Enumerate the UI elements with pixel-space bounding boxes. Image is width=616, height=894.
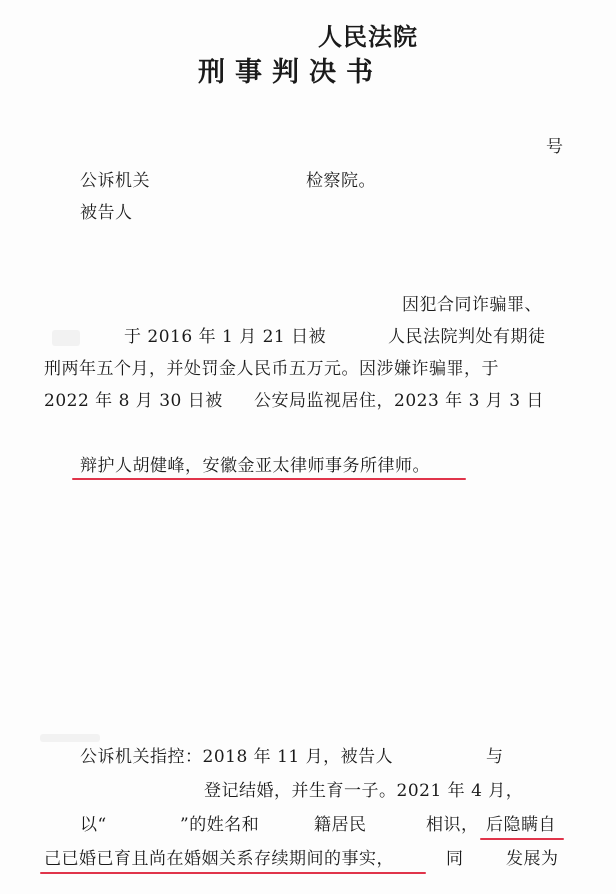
charges-line-4b: 同: [446, 849, 464, 869]
background-line-2a: 于 2016 年 1 月 21 日被: [124, 327, 327, 347]
charges-line-3e: 后隐瞒自: [486, 815, 556, 835]
document-title: 刑事判决书: [198, 57, 383, 88]
defendant-label: 被告人: [80, 203, 133, 223]
charges-line-4c: 发展为: [506, 849, 559, 869]
prosecution-label: 公诉机关: [80, 171, 150, 191]
charges-line-4a: 己已婚已育且尚在婚姻关系存续期间的事实，: [44, 849, 394, 869]
defense-underline: [72, 478, 466, 480]
defense-counsel: 辩护人胡健峰，安徽金亚太律师事务所律师。: [80, 456, 430, 476]
background-line-2b: 人民法院判处有期徒: [388, 327, 546, 347]
background-line-3: 刑两年五个月，并处罚金人民币五万元。因涉嫌诈骗罪，于: [44, 359, 499, 379]
redaction-mark: [52, 330, 80, 346]
charges-line-2: 登记结婚，并生育一子。2021 年 4 月，: [204, 781, 524, 801]
charges-line-1a: 公诉机关指控：2018 年 11 月，被告人: [80, 747, 394, 767]
charges-underline-1: [480, 838, 564, 840]
background-line-1: 因犯合同诈骗罪、: [402, 295, 542, 315]
background-line-4b: 公安局监视居住，2023 年 3 月 3 日: [254, 391, 544, 411]
background-line-4a: 2022 年 8 月 30 日被: [44, 391, 223, 411]
prosecution-value: 检察院。: [306, 171, 376, 191]
charges-line-3c: 籍居民: [314, 815, 367, 835]
case-number-suffix: 号: [546, 137, 564, 157]
court-name: 人民法院: [318, 22, 418, 51]
charges-underline-2: [40, 872, 426, 874]
charges-line-1b: 与: [486, 747, 504, 767]
charges-line-3d: 相识，: [426, 815, 479, 835]
charges-line-3a: 以“: [80, 815, 107, 835]
charges-line-3b: ”的姓名和: [180, 815, 260, 835]
faint-mark: [40, 734, 100, 742]
